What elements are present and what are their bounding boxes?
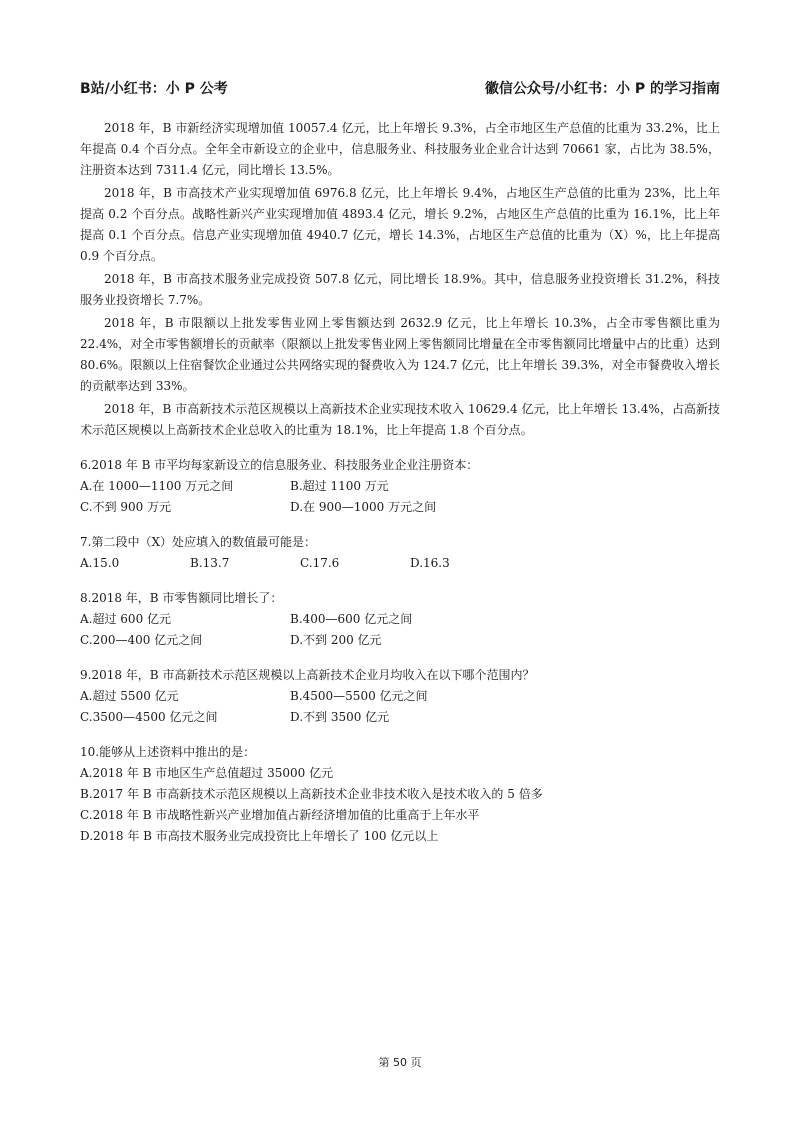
option-d: D.不到 200 亿元 (290, 633, 382, 647)
page-header (80, 78, 720, 98)
options (80, 476, 720, 518)
header-left: B站/小红书：小 P 公考 (80, 81, 228, 97)
question-7 (80, 532, 720, 574)
option-b: B.2017 年 B 市高新技术示范区规模以上高新技术企业非技术收入是技术收入的 5 倍多 (80, 787, 543, 801)
option-d: D.在 900—1000 万元之间 (290, 500, 437, 514)
question-10 (80, 742, 720, 847)
option-b: B.4500—5500 亿元之间 (290, 689, 428, 703)
question-title: 9.2018 年，B 市高新技术示范区规模以上高新技术企业月均收入在以下哪个范围内？ (80, 668, 535, 682)
option-b: B.400—600 亿元之间 (290, 612, 413, 626)
options (80, 763, 720, 847)
option-b: B.超过 1100 万元 (290, 479, 389, 493)
question-title: 10.能够从上述资料中推出的是： (80, 745, 256, 759)
option-d: D.不到 3500 亿元 (290, 710, 390, 724)
option-c: C.200—400 亿元之间 (80, 633, 203, 647)
paragraph: 2018 年，B 市高技术产业实现增加值 6976.8 亿元，比上年增长 9.4%，占地区生产总值的比重为 23%，比上年提高 0.2 个百分点。战略性新兴产业实现增加值 4893.4 亿元，增长 9.2%，占地区生产总值的比重为 16.1%，比上年提高 0.1 个百分点。信息产业实现增加值 4940.7 亿元，增长 14.3%，占地区生产总值的比重为（X）%，比上年提高 0.9 个百分点。 (80, 186, 720, 263)
option-c: C.17.6 (300, 556, 340, 570)
option-c: C.不到 900 万元 (80, 500, 172, 514)
question-title: 6.2018 年 B 市平均每家新设立的信息服务业、科技服务业企业注册资本： (80, 458, 479, 472)
option-d: D.2018 年 B 市高技术服务业完成投资比上年增长了 100 亿元以上 (80, 829, 439, 843)
paragraph: 2018 年，B 市限额以上批发零售业网上零售额达到 2632.9 亿元，比上年增长 10.3%，占全市零售额比重为 22.4%，对全市零售额增长的贡献率（限额以上批发零售业网上零售额同比增量在全市零售额同比增量中占的比重）达到 80.6%。限额以上住宿餐饮企业通过公共网络实现的餐费收入为 124.7 亿元，比上年增长 39.3%，对全市餐费收入增长的贡献率达到 33%。 (80, 316, 720, 393)
option-c: C.3500—4500 亿元之间 (80, 710, 218, 724)
options (80, 686, 720, 728)
paragraph: 2018 年，B 市高技术服务业完成投资 507.8 亿元，同比增长 18.9%。其中，信息服务业投资增长 31.2%，科技服务业投资增长 7.7%。 (80, 272, 720, 307)
option-c: C.2018 年 B 市战略性新兴产业增加值占新经济增加值的比重高于上年水平 (80, 808, 480, 822)
option-a: A.15.0 (80, 556, 120, 570)
options (80, 553, 720, 574)
paragraph: 2018 年，B 市新经济实现增加值 10057.4 亿元，比上年增长 9.3%，占全市地区生产总值的比重为 33.2%，比上年提高 0.4 个百分点。全年全市新设立的企业中，信息服务业、科技服务业企业合计达到 70661 家，占比为 38.5%，注册资本达到 7311.4 亿元，同比增长 13.5%。 (80, 121, 720, 177)
paragraph: 2018 年，B 市高新技术示范区规模以上高新技术企业实现技术收入 10629.4 亿元，比上年增长 13.4%，占高新技术示范区规模以上高新技术企业总收入的比重为 18.1%，比上年提高 1.8 个百分点。 (80, 402, 720, 437)
document-body (80, 118, 720, 847)
option-a: A.2018 年 B 市地区生产总值超过 35000 亿元 (80, 766, 334, 780)
option-a: A.超过 600 亿元 (80, 612, 172, 626)
question-9 (80, 665, 720, 728)
option-d: D.16.3 (410, 556, 450, 570)
question-6 (80, 455, 720, 518)
options (80, 609, 720, 651)
option-a: A.超过 5500 亿元 (80, 689, 179, 703)
question-8 (80, 588, 720, 651)
header-right: 徽信公众号/小红书：小 P 的学习指南 (484, 81, 720, 97)
option-b: B.13.7 (190, 556, 230, 570)
question-title: 8.2018 年，B 市零售额同比增长了： (80, 591, 283, 605)
question-title: 7.第二段中（X）处应填入的数值最可能是： (80, 535, 316, 549)
page-number: 第 50 页 (378, 1056, 422, 1069)
option-a: A.在 1000—1100 万元之间 (80, 479, 234, 493)
